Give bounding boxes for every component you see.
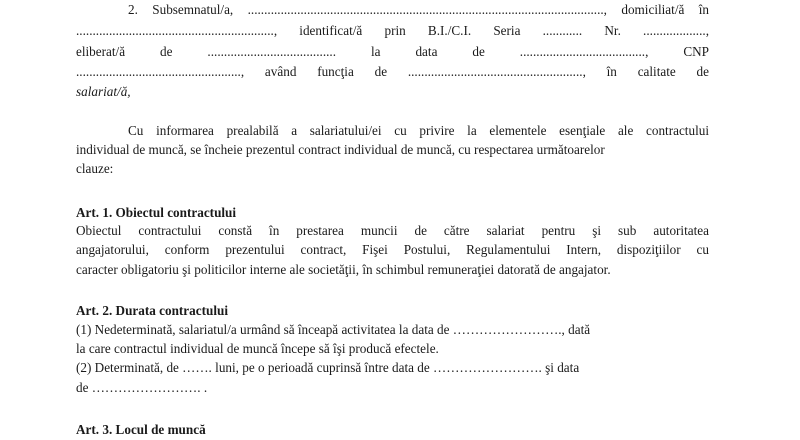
art2-line-4: de ……………………. . [76, 380, 208, 395]
intro-line-2: individual de muncă, se încheie prezentul contract individual de muncă, cu respectarea următoarelor [76, 142, 605, 157]
art1-line-2: angajatorului, conform prezentului contract, Fişei Postului, Regulamentului Intern, dispoziţiilor cu [76, 242, 709, 257]
intro-line-1: Cu informarea prealabilă a salariatului/ei cu privire la elementele esenţiale ale contractului [128, 123, 709, 138]
section2-line-3: eliberat/ă de ....................................... la data de ......................................, CNP [76, 44, 709, 59]
art2-line-3: (2) Determinată, de ……. luni, pe o perioadă cuprinsă între data de ……………………. şi data [76, 360, 580, 375]
intro-line-3: clauze: [76, 161, 114, 176]
art2-line-1: (1) Nedeterminată, salariatul/a urmând să înceapă activitatea la data de ……………………., dată [76, 322, 591, 337]
section2-line-5 [76, 83, 709, 101]
art1-line-1: Obiectul contractului constă în prestarea muncii de către salariat pentru şi sub autoritatea [76, 223, 709, 238]
art2-heading: Art. 2. Durata contractului [76, 303, 228, 318]
section2-line-1: 2. Subsemnatul/a, ............................................................................................................, domiciliat/ă în [128, 2, 709, 17]
art1-heading: Art. 1. Obiectul contractului [76, 205, 237, 220]
section2-line-2: ............................................................, identificat/ă prin B.I./C.I. Seria ............ Nr. ..................., [76, 23, 709, 38]
section2-line-4: .................................................., având funcţia de ....................................................., în calitate de [76, 64, 709, 79]
art2-line-2: la care contractul individual de muncă începe să îşi producă efectele. [76, 341, 439, 356]
document-page [76, 0, 709, 440]
art3-heading: Art. 3. Locul de muncă [76, 422, 206, 437]
section2-line-5-text: salariat/ă, [76, 84, 131, 99]
art1-line-3: caracter obligatoriu şi politicilor interne ale societăţii, în schimbul remuneraţiei datorată de angajator. [76, 262, 611, 277]
